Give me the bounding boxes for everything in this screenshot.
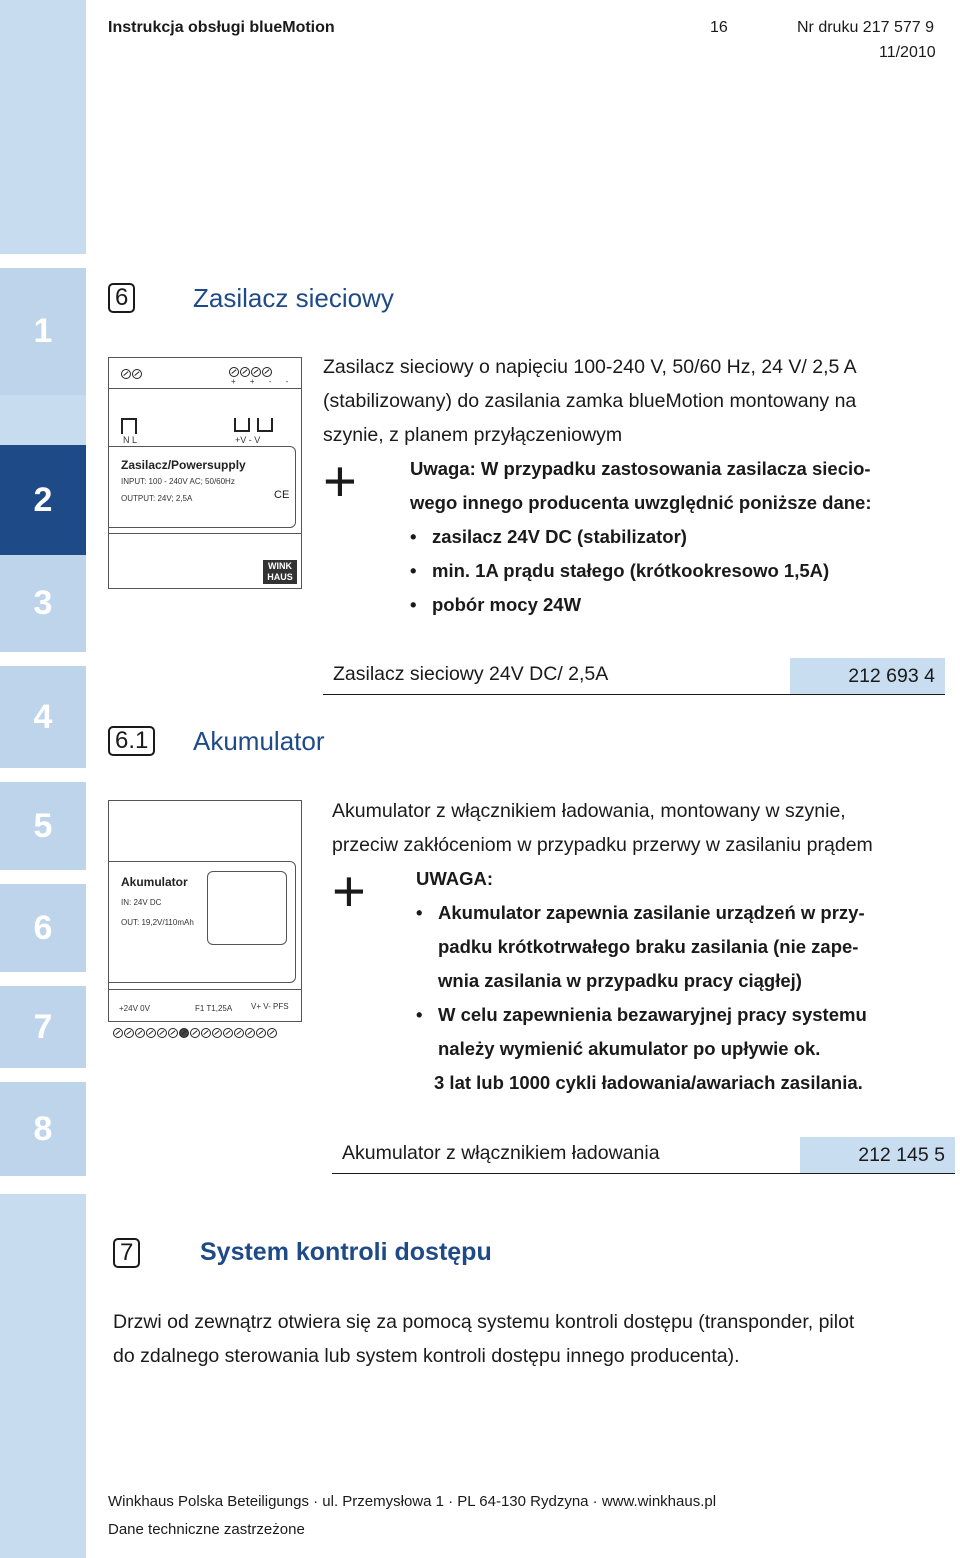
terminal-labels-mid: F1 T1,25A — [195, 1004, 233, 1013]
text-line: szynie, z planem przyłączeniowym — [323, 424, 623, 446]
device-input: IN: 24V DC — [121, 898, 162, 907]
section-number: 7 — [113, 1238, 140, 1268]
header-title: Instrukcja obsługi blueMotion — [108, 19, 335, 36]
list-item: • Akumulator zapewnia zasilanie urządzeń w przy- — [416, 902, 865, 923]
text-line: (stabilizowany) do zasilania zamka blueMotion montowany na — [323, 390, 857, 412]
side-gap — [0, 254, 86, 268]
list-item: • min. 1A prądu stałego (krótkookresowo 1,5A) — [410, 560, 830, 581]
screw-icon — [212, 1028, 222, 1038]
screw-icon — [135, 1028, 145, 1038]
connector-icon — [234, 418, 250, 432]
product-number: 212 145 5 — [800, 1137, 955, 1173]
side-gap — [0, 1190, 86, 1194]
section-title: Zasilacz sieciowy — [193, 283, 394, 313]
plus-icon: + — [323, 449, 357, 514]
product-name: Zasilacz sieciowy 24V DC/ 2,5A — [333, 663, 609, 685]
label-nl: N L — [123, 435, 138, 445]
section-description — [113, 1305, 958, 1373]
winkhaus-logo — [263, 560, 297, 584]
divider — [109, 989, 301, 990]
section-title: System kontroli dostępu — [200, 1238, 492, 1266]
text-line: przeciw zakłóceniom w przypadku przerwy w zasilaniu prądem — [332, 834, 873, 856]
side-gap — [0, 652, 86, 666]
product-row — [332, 1137, 955, 1174]
side-tab-4[interactable]: 4 — [0, 666, 86, 768]
screw-icon — [168, 1028, 178, 1038]
list-item: • zasilacz 24V DC (stabilizator) — [410, 526, 687, 547]
ce-mark: CE — [274, 489, 290, 501]
text-line: do zdalnego sterowania lub system kontroli dostępu innego producenta). — [113, 1345, 740, 1367]
screw-icon — [157, 1028, 167, 1038]
logo-text: HAUS — [267, 572, 293, 582]
connector-icon — [121, 418, 137, 434]
list-item: • pobór mocy 24W — [410, 594, 582, 615]
side-tab-7[interactable]: 7 — [0, 986, 86, 1068]
header-date: 11/2010 — [879, 44, 936, 61]
side-tab-2[interactable]: 2 — [0, 445, 86, 555]
device-output: OUTPUT: 24V; 2,5A — [121, 494, 193, 503]
device-title: Zasilacz/Powersupply — [121, 458, 246, 472]
note-heading: UWAGA: — [416, 868, 494, 889]
section-number: 6.1 — [108, 726, 155, 756]
list-item-text: padku krótkotrwałego braku zasilania (nie zape- — [438, 936, 859, 957]
note-block — [410, 452, 935, 622]
screw-icon — [267, 1028, 277, 1038]
screw-icon — [132, 369, 142, 379]
screw-icon — [190, 1028, 200, 1038]
connector-icon — [257, 418, 273, 432]
screw-terminal-row — [113, 1025, 278, 1043]
list-item-text: zasilacz 24V DC (stabilizator) — [432, 526, 687, 547]
note-block — [416, 862, 956, 1100]
text-line: Drzwi od zewnątrz otwiera się za pomocą systemu kontroli dostępu (transponder, pilot — [113, 1311, 855, 1333]
logo-text: WINK — [268, 561, 292, 571]
section-title: Akumulator — [193, 726, 325, 756]
header-print-number: Nr druku 217 577 9 — [797, 19, 934, 36]
screw-terminals-left — [121, 366, 143, 384]
screw-icon — [124, 1028, 134, 1038]
plus-icon: + — [332, 859, 366, 924]
text-line: Akumulator z włącznikiem ładowania, montowany w szynie, — [332, 800, 846, 822]
list-item-text: Akumulator zapewnia zasilanie urządzeń w przy- — [438, 902, 865, 923]
list-item-text: 3 lat lub 1000 cykli ładowania/awariach zasilania. — [434, 1072, 863, 1093]
list-item-text: pobór mocy 24W — [432, 594, 582, 615]
label-v: +V - V — [235, 435, 261, 445]
note-line: wego innego producenta uwzględnić poniższe dane: — [410, 492, 872, 513]
side-gap — [0, 1068, 86, 1082]
terminal-polarity: + + - - — [231, 377, 295, 386]
header-page-number: 16 — [710, 19, 728, 36]
screw-icon — [146, 1028, 156, 1038]
divider — [109, 388, 301, 389]
list-item-text: min. 1A prądu stałego (krótkookresowo 1,5A) — [432, 560, 830, 581]
screw-icon — [223, 1028, 233, 1038]
list-item-text: należy wymienić akumulator po upływie ok. — [438, 1038, 821, 1059]
screw-icon — [234, 1028, 244, 1038]
screw-icon — [201, 1028, 211, 1038]
device-title: Akumulator — [121, 875, 188, 889]
screw-icon — [262, 367, 272, 377]
note-line: Uwaga: W przypadku zastosowania zasilacza siecio- — [410, 458, 871, 479]
list-item-text: W celu zapewnienia bezawaryjnej pracy systemu — [438, 1004, 867, 1025]
footer-note: Dane techniczne zastrzeżone — [108, 1521, 305, 1538]
section-description — [323, 350, 948, 452]
screw-icon — [113, 1028, 123, 1038]
product-number: 212 693 4 — [790, 658, 945, 694]
side-gap — [0, 972, 86, 986]
screw-icon — [179, 1028, 189, 1038]
side-gap — [0, 1176, 86, 1190]
side-gap — [0, 870, 86, 884]
list-item: • W celu zapewnienia bezawaryjnej pracy systemu — [416, 1004, 867, 1025]
terminal-labels-right: V+ V- PFS — [251, 1002, 289, 1011]
side-tab-6[interactable]: 6 — [0, 884, 86, 972]
device-input: INPUT: 100 - 240V AC; 50/60Hz — [121, 477, 235, 486]
screw-icon — [229, 367, 239, 377]
section-number: 6 — [108, 283, 135, 313]
side-gap — [0, 768, 86, 782]
battery-diagram — [108, 800, 302, 1022]
screw-icon — [121, 369, 131, 379]
screw-icon — [240, 367, 250, 377]
footer-address: Winkhaus Polska Beteiligungs · ul. Przemysłowa 1 · PL 64-130 Rydzyna · www.winkhaus.pl — [108, 1493, 717, 1510]
terminal-labels-left: +24V 0V — [119, 1004, 150, 1013]
product-row — [323, 658, 945, 695]
section-description — [332, 794, 957, 862]
side-tab-8[interactable]: 8 — [0, 1082, 86, 1176]
product-name: Akumulator z włącznikiem ładowania — [342, 1142, 660, 1164]
side-tab-1[interactable]: 1 — [0, 268, 86, 395]
battery-window — [207, 871, 287, 945]
side-tab-3[interactable]: 3 — [0, 555, 86, 652]
screw-icon — [251, 367, 261, 377]
side-tab-5[interactable]: 5 — [0, 782, 86, 870]
device-output: OUT: 19,2V/110mAh — [121, 918, 194, 927]
screw-icon — [256, 1028, 266, 1038]
text-line: Zasilacz sieciowy o napięciu 100-240 V, 50/60 Hz, 24 V/ 2,5 A — [323, 356, 857, 378]
list-item-text: wnia zasilania w przypadku pracy ciągłej) — [438, 970, 802, 991]
divider — [109, 533, 301, 534]
power-supply-diagram — [108, 357, 302, 589]
screw-icon — [245, 1028, 255, 1038]
